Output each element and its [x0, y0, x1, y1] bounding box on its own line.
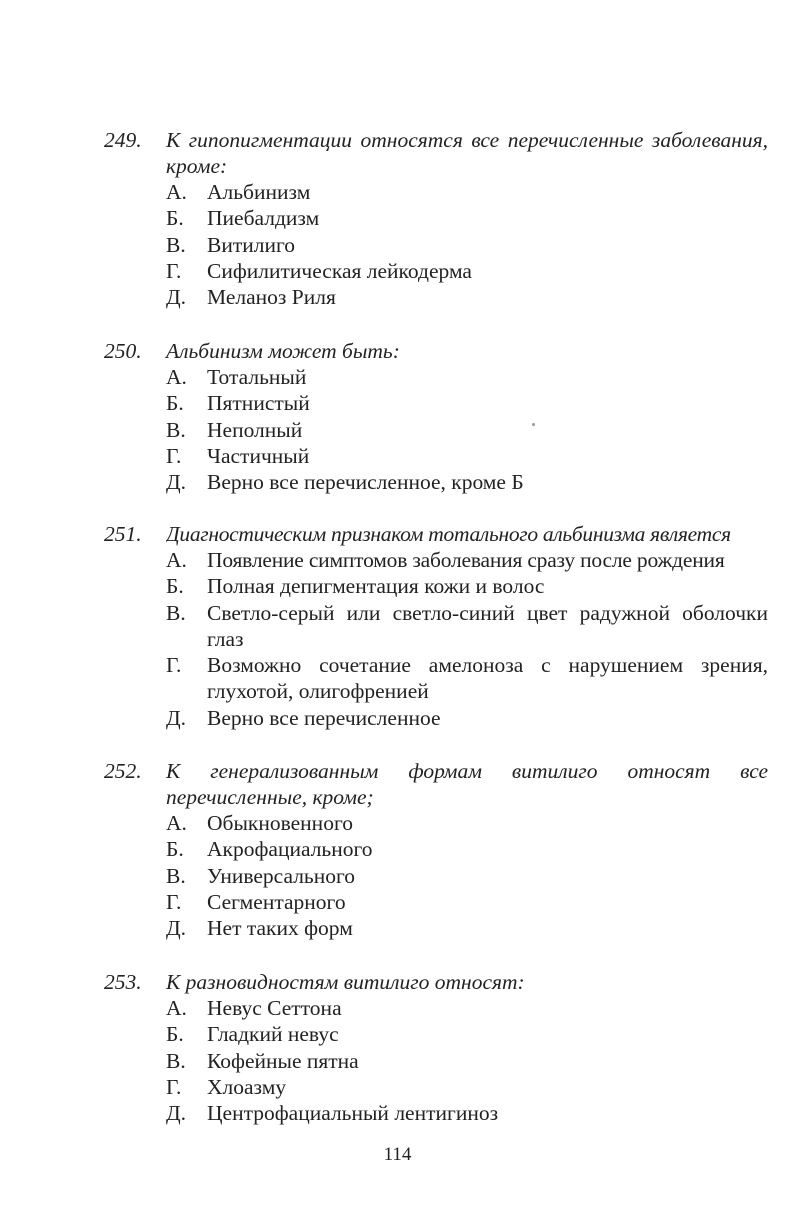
option-letter: В. [166, 600, 186, 625]
question-text: К генерализованным формам витилиго относят все перечисленные, кроме; [166, 759, 768, 809]
question-number: 250. [104, 339, 142, 363]
question-text: К гипопигментации относятся все перечисленные заболевания, кроме: [166, 128, 768, 178]
option-text: Хлоазму [207, 1074, 287, 1099]
option-text: Полная депигментация кожи и волос [207, 574, 545, 599]
option-letter: Г. [166, 653, 182, 678]
option-letter: Б. [166, 1022, 184, 1047]
answer-options [104, 810, 768, 941]
option-letter: Г. [166, 889, 182, 914]
option-text: Акрофациального [207, 837, 373, 862]
option-letter: Б. [166, 837, 184, 862]
answer-option [166, 443, 768, 469]
question-250 [104, 338, 768, 495]
answer-option [166, 232, 768, 258]
question-253 [104, 969, 768, 1126]
option-text: Нет таких форм [207, 916, 353, 941]
page-number: 114 [383, 1144, 412, 1165]
answer-option [166, 889, 768, 915]
question-heading [104, 338, 768, 364]
answer-options [104, 995, 768, 1126]
option-letter: Д. [166, 705, 187, 730]
question-251 [104, 521, 768, 731]
answer-option [166, 1021, 768, 1047]
option-letter: В. [166, 417, 186, 442]
option-text: Верно все перечисленное [207, 705, 441, 730]
answer-option [166, 1074, 768, 1100]
option-letter: Г. [166, 443, 182, 468]
question-249 [104, 127, 768, 310]
question-text: Диагностическим признаком тотального альбинизма является [166, 522, 731, 546]
answer-options [104, 179, 768, 310]
option-letter: Г. [166, 258, 182, 283]
option-text: Гладкий невус [207, 1022, 339, 1047]
option-text: Сегментарного [207, 889, 346, 914]
question-heading [104, 521, 768, 547]
option-letter: В. [166, 863, 186, 888]
option-letter: Д. [166, 916, 187, 941]
answer-option [166, 417, 768, 443]
question-number: 251. [104, 522, 142, 546]
option-text: Кофейные пятна [207, 1048, 359, 1073]
option-text: Центрофациальный лентигиноз [207, 1101, 499, 1126]
option-text: Сифилитическая лейкодерма [207, 258, 472, 283]
option-letter: А. [166, 996, 187, 1020]
option-letter: В. [166, 1048, 186, 1073]
option-text: Появление симптомов заболевания сразу после рождения [207, 548, 725, 572]
option-text: Обыкновенного [207, 811, 353, 835]
option-text: Пятнистый [207, 391, 310, 416]
question-text: К разновидностям витилиго относят: [166, 970, 525, 994]
answer-option [166, 364, 768, 390]
option-text: Витилиго [207, 232, 296, 257]
answer-option [166, 258, 768, 284]
answer-option [166, 179, 768, 205]
answer-option [166, 995, 768, 1021]
answer-option [166, 1100, 768, 1126]
answer-option [166, 469, 768, 495]
print-speck [532, 423, 535, 426]
option-letter: Б. [166, 391, 184, 416]
answer-option [166, 652, 768, 705]
answer-option [166, 810, 768, 836]
answer-option [166, 836, 768, 862]
option-letter: А. [166, 180, 187, 204]
option-text: Верно все перечисленное, кроме Б [207, 470, 524, 495]
option-letter: Д. [166, 1101, 187, 1126]
answer-options [104, 364, 768, 495]
question-number: 252. [104, 759, 142, 783]
option-letter: Б. [166, 206, 184, 231]
option-text: Светло-серый или светло-синий цвет радужной оболочки глаз [207, 600, 768, 651]
option-letter: Б. [166, 574, 184, 599]
answer-option [166, 284, 768, 310]
answer-option [166, 390, 768, 416]
option-text: Частичный [207, 443, 310, 468]
question-252 [104, 758, 768, 941]
question-heading [104, 127, 768, 179]
option-text: Меланоз Риля [207, 285, 336, 310]
option-text: Возможно сочетание амелоноза с нарушением зрения, глухотой, олигофренией [207, 653, 768, 704]
option-letter: Г. [166, 1074, 182, 1099]
option-letter: А. [166, 811, 187, 835]
option-letter: Д. [166, 285, 187, 310]
answer-option [166, 863, 768, 889]
option-letter: Д. [166, 470, 187, 495]
question-heading [104, 969, 768, 995]
option-text: Тотальный [207, 365, 307, 389]
question-number: 249. [104, 128, 142, 152]
option-text: Универсального [207, 863, 356, 888]
answer-options [104, 547, 768, 731]
option-text: Пиебалдизм [207, 206, 320, 231]
question-number: 253. [104, 970, 142, 994]
option-text: Альбинизм [207, 180, 311, 204]
answer-option [166, 600, 768, 653]
option-letter: А. [166, 548, 187, 572]
option-letter: А. [166, 365, 187, 389]
option-letter: В. [166, 232, 186, 257]
question-heading [104, 758, 768, 810]
question-text: Альбинизм может быть: [166, 339, 400, 363]
option-text: Неполный [207, 417, 303, 442]
answer-option [166, 547, 768, 573]
answer-option [166, 1048, 768, 1074]
answer-option [166, 573, 768, 599]
answer-option [166, 915, 768, 941]
answer-option [166, 705, 768, 731]
answer-option [166, 205, 768, 231]
option-text: Невус Сеттона [207, 996, 342, 1020]
